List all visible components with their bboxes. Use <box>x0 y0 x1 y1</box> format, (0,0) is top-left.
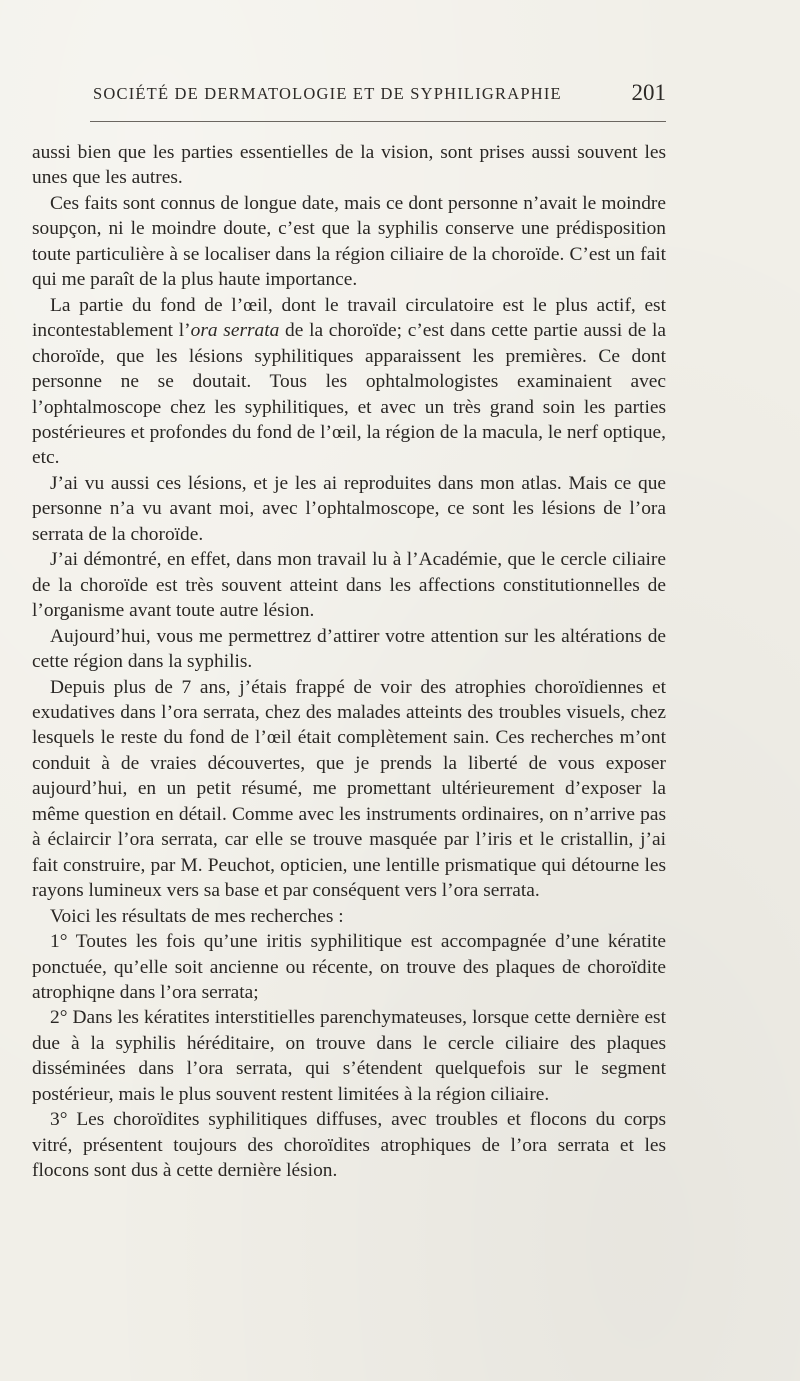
italic-term: ora serrata <box>190 320 280 342</box>
list-item: 3° Les choroïdites syphilitiques diffuses, avec troubles et flocons du corps vitré, présentent toujours des choroïdites atrophiques de l’ora serrata et les flocons sont dus à cette dernière lésion. <box>32 1109 666 1182</box>
paragraph: J’ai vu aussi ces lésions, et je les ai reproduites dans mon atlas. Mais ce que personne n’a vu avant moi, avec l’ophtalmoscope, ce sont les lésions de l’ora serrata de la choroïde. <box>32 472 666 545</box>
running-title: SOCIÉTÉ DE DERMATOLOGIE ET DE SYPHILIGRAPHIE <box>93 84 562 103</box>
list-item: 1° Toutes les fois qu’une iritis syphilitique est accompagnée d’une kératite ponctuée, qu’elle soit ancienne ou récente, on trouve des plaques de choroïdite atrophiqne dans l’ora serrata; <box>32 931 666 1003</box>
paragraph: Voici les résultats de mes recherches : <box>50 905 344 927</box>
paragraph-text: de la choroïde; c’est dans cette partie aussi de la choroïde, que les lésions syphilitiques apparaissent les premières. Ce dont personne ne se doutait. Tous les ophtalmologistes examinaient avec l’ophtalmoscope chez les syphilitiques, et avec un très grand soin les parties postérieures et profondes du fond de l’œil, la région de la macula, le nerf optique, etc. <box>32 320 666 469</box>
page-number: 201 <box>631 80 666 105</box>
paragraph: Depuis plus de 7 ans, j’étais frappé de voir des atrophies choroïdiennes et exudatives dans l’ora serrata, chez des malades atteints des troubles visuels, chez lesquels le reste du fond de l’œil était complètement sain. Ces recherches m’ont conduit à de vraies découvertes, que je prends la liberté de vous exposer aujourd’hui, en un petit résumé, me promettant ultérieurement d’exposer la même question en détail. Comme avec les instruments ordinaires, on n’arrive pas à éclaircir l’ora serrata, car elle se trouve masquée par l’iris et le cristallin, j’ai fait construire, par M. Peuchot, opticien, une lentille prismatique qui détourne les rayons lumineux vers sa base et par conséquent vers l’ora serrata. <box>32 676 666 902</box>
paragraph: aussi bien que les parties essentielles de la vision, sont prises aussi souvent les unes que les autres. <box>32 142 666 189</box>
paragraph: J’ai démontré, en effet, dans mon travail lu à l’Académie, que le cercle ciliaire de la choroïde est très souvent atteint dans les affections constitutionnelles de l’organisme avant toute autre lésion. <box>32 549 666 622</box>
paragraph: Aujourd’hui, vous me permettrez d’attirer votre attention sur les altérations de cette région dans la syphilis. <box>32 625 666 673</box>
body-text <box>32 140 666 1184</box>
paragraph <box>32 293 666 471</box>
header-rule <box>90 121 666 122</box>
list-item: 2° Dans les kératites interstitielles parenchymateuses, lorsque cette dernière est due à la syphilis héréditaire, on trouve dans le cercle ciliaire des plaques disséminées dans l’ora serrata, qui s’étendent quelquefois sur le segment postérieur, mais le plus souvent restent limitées à la région ciliaire. <box>32 1007 666 1105</box>
paragraph: Ces faits sont connus de longue date, mais ce dont personne n’avait le moindre soupçon, ni le moindre doute, c’est que la syphilis conserve une prédisposition toute particulière à se localiser dans la région ciliaire de la choroïde. C’est un fait qui me paraît de la plus haute importance. <box>32 192 666 291</box>
paragraph-text: La partie du fond de l’œil, dont le travail circulatoire est le plus actif, est incontestablement l’ <box>32 294 666 342</box>
page-header <box>93 80 666 112</box>
